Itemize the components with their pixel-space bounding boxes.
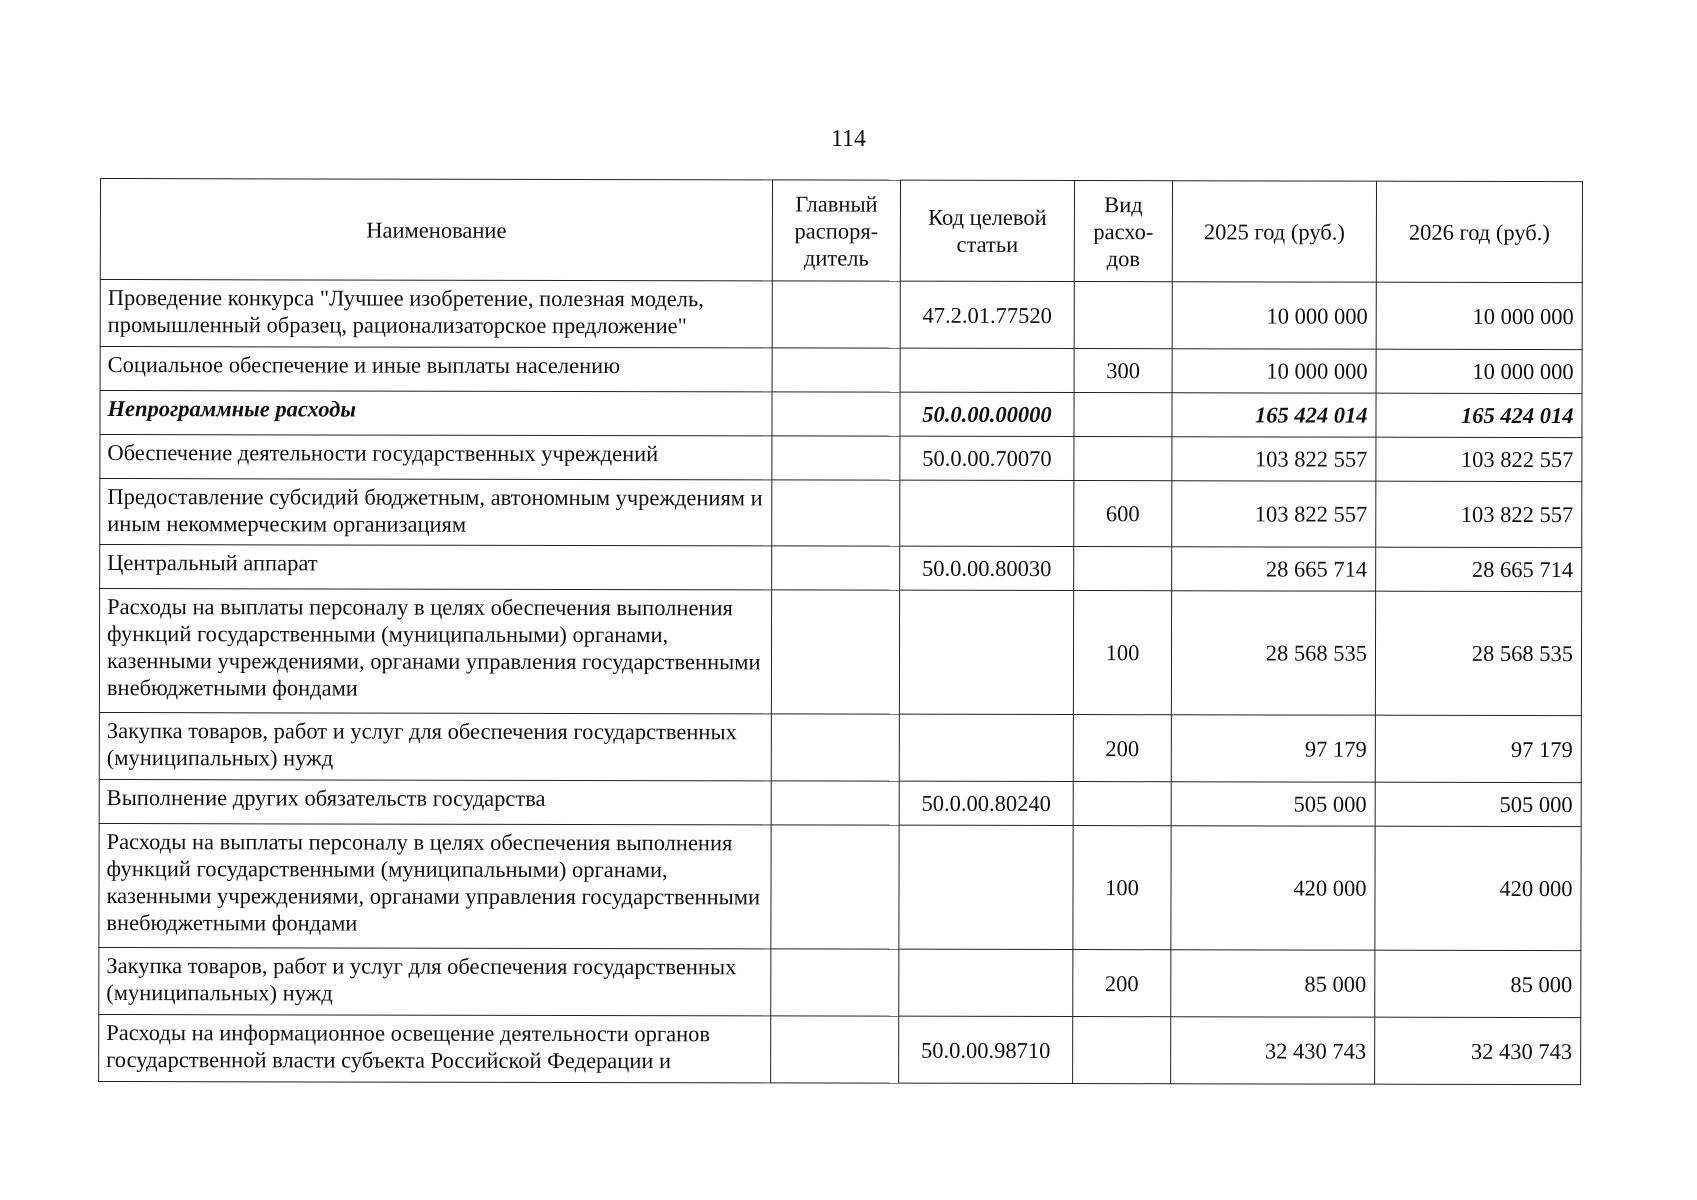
row-name: Расходы на выплаты персоналу в целях обеспечения выполнения функций государственными (муниципальными) органами, казенными учреждениями, органами управления государственными внебюджетными фондами [99,589,771,714]
row-name: Проведение конкурса "Лучшее изобретение, полезная модель, промышленный образец, рационализаторское предложение" [100,280,772,348]
row-code [899,714,1073,781]
row-manager [772,392,900,436]
row-code: 47.2.01.77520 [900,281,1074,348]
row-manager [771,949,899,1016]
row-2026: 420 000 [1375,826,1581,950]
row-2026: 85 000 [1375,950,1581,1017]
table-header-row [100,179,1582,283]
table-row [100,545,1582,592]
row-2026: 28 665 714 [1376,547,1582,591]
row-2025: 10 000 000 [1172,282,1376,349]
row-kind: 200 [1073,950,1171,1017]
row-kind [1074,547,1172,591]
row-2026: 103 822 557 [1376,437,1582,481]
row-2025: 165 424 014 [1172,393,1376,437]
row-kind: 600 [1074,481,1172,547]
row-code: 50.0.00.00000 [900,392,1074,436]
table-row [99,779,1581,826]
row-2025: 103 822 557 [1172,481,1376,547]
row-2026: 165 424 014 [1376,393,1582,437]
row-code: 50.0.00.98710 [899,1016,1073,1083]
row-name: Расходы на выплаты персоналу в целях обеспечения выполнения функций государственными (муниципальными) органами, казенными учреждениями, органами управления государственными внебюджетными фондами [99,823,771,948]
row-manager [771,714,899,781]
row-manager [771,1016,899,1083]
row-kind [1074,282,1172,349]
row-manager [772,436,900,480]
row-2025: 85 000 [1171,950,1375,1017]
header-kind: Вид расхо-дов [1074,181,1172,282]
row-name: Выполнение других обязательств государства [99,779,771,824]
table-row [100,280,1582,350]
row-manager [771,590,899,714]
header-2025: 2025 год (руб.) [1172,181,1376,282]
row-2026: 32 430 743 [1375,1017,1581,1084]
row-manager [772,546,900,590]
page-number: 114 [830,126,867,152]
row-code [899,949,1073,1016]
row-2025: 505 000 [1171,782,1375,826]
row-code [900,480,1074,546]
row-manager [771,781,899,825]
row-name: Социальное обеспечение и иные выплаты населению [100,347,772,392]
row-2026: 10 000 000 [1376,282,1582,349]
row-kind: 300 [1074,349,1172,393]
row-kind: 200 [1073,715,1171,782]
header-name: Наименование [100,179,772,281]
row-2026: 103 822 557 [1376,481,1582,547]
header-manager: Главный распоря-дитель [772,180,900,281]
row-code [899,825,1073,949]
row-name: Непрограммные расходы [100,391,772,436]
table-row [100,347,1582,394]
row-2026: 28 568 535 [1375,591,1581,715]
table-row [99,947,1581,1017]
row-name: Расходы на информационное освещение деятельности органов государственной власти субъекта Российской Федерации и [99,1014,771,1082]
table-row [100,435,1582,482]
row-2026: 97 179 [1375,715,1581,782]
row-name: Закупка товаров, работ и услуг для обеспечения государственных (муниципальных) нужд [99,712,771,780]
row-name: Обеспечение деятельности государственных учреждений [100,435,772,480]
row-2025: 10 000 000 [1172,349,1376,393]
row-2025: 28 665 714 [1172,547,1376,591]
row-code: 50.0.00.70070 [900,436,1074,480]
row-kind: 100 [1073,826,1171,950]
row-kind: 100 [1073,591,1171,715]
row-manager [772,348,900,392]
row-manager [772,480,900,546]
header-code: Код целевой статьи [900,180,1074,281]
row-code: 50.0.00.80030 [900,546,1074,590]
row-code [900,348,1074,392]
row-name: Центральный аппарат [100,545,772,590]
row-manager [771,825,899,949]
row-2025: 97 179 [1171,715,1375,782]
row-kind [1074,437,1172,481]
row-kind [1073,782,1171,826]
row-2025: 28 568 535 [1171,591,1375,715]
table-row [100,479,1582,548]
row-name: Закупка товаров, работ и услуг для обеспечения государственных (муниципальных) нужд [99,947,771,1015]
row-kind [1073,1017,1171,1084]
table-row [99,823,1581,950]
row-2025: 103 822 557 [1172,437,1376,481]
row-2025: 32 430 743 [1171,1017,1375,1084]
row-code: 50.0.00.80240 [899,781,1073,825]
row-2026: 10 000 000 [1376,349,1582,393]
table-row [99,1014,1581,1084]
budget-table [98,178,1583,1085]
row-manager [772,281,900,348]
row-code [899,590,1073,714]
row-kind [1074,393,1172,437]
row-2025: 420 000 [1171,826,1375,950]
row-2026: 505 000 [1375,782,1581,826]
header-2026: 2026 год (руб.) [1376,181,1582,282]
table-row [99,589,1581,716]
row-name: Предоставление субсидий бюджетным, автономным учреждениям и иным некоммерческим организациям [100,479,772,546]
table-row [100,391,1582,438]
table-row [99,712,1581,782]
